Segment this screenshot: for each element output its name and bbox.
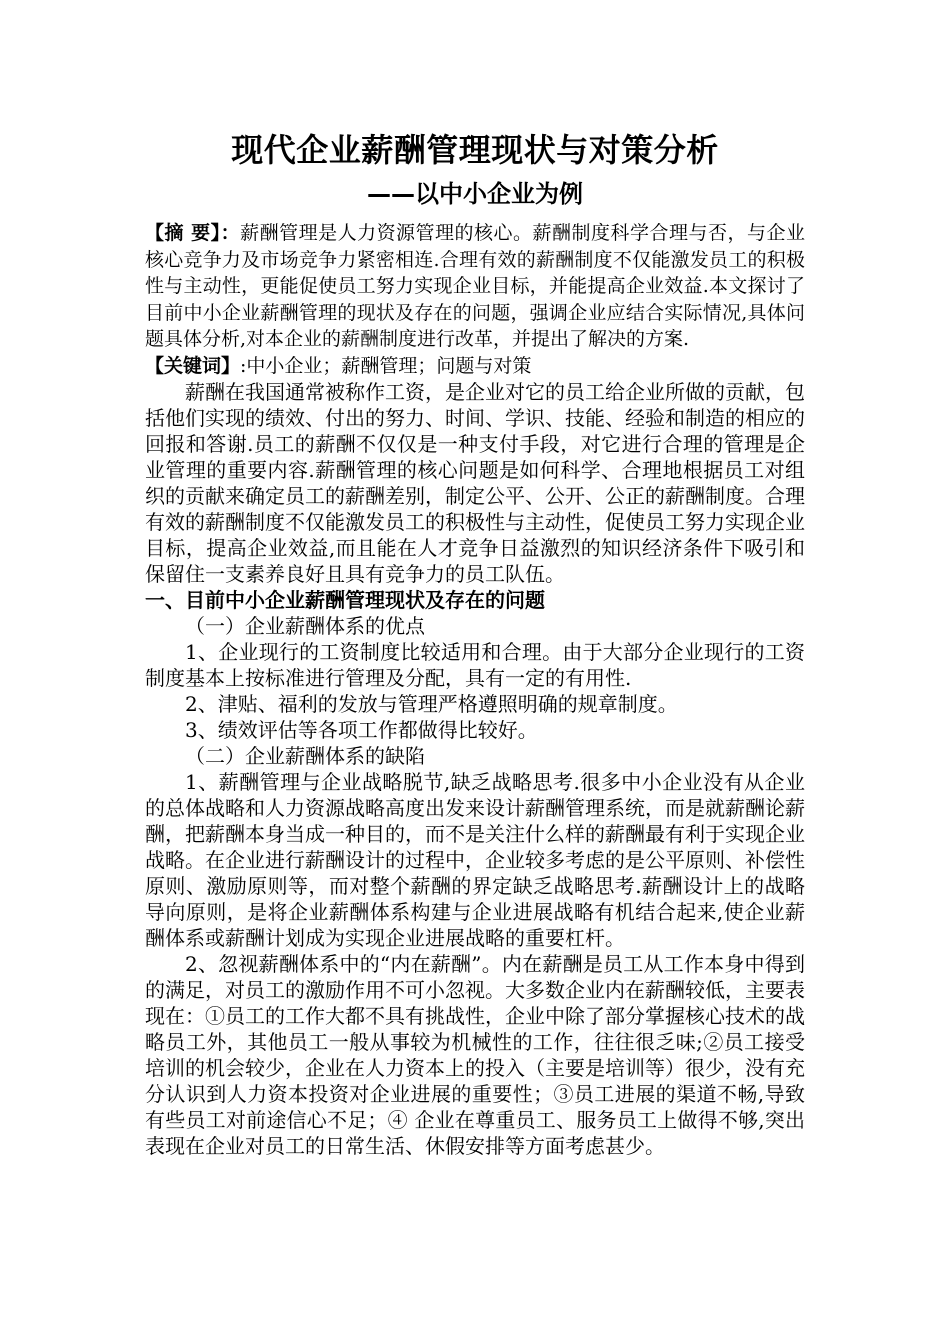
- subsection-1-heading: （一）企业薪酬体系的优点: [185, 614, 425, 638]
- keywords-label: 【关键词】: [145, 354, 241, 377]
- keywords-paragraph: [145, 353, 805, 380]
- document-subtitle: ——以中小企业为例: [367, 180, 583, 208]
- keywords-text: :中小企业；薪酬管理；问题与对策: [240, 354, 532, 377]
- section-1-heading: 一、目前中小企业薪酬管理现状及存在的问题: [145, 588, 545, 612]
- subsection-1-paragraph-2: 2、津贴、福利的发放与管理严格遵照明确的规章制度。: [185, 692, 678, 716]
- intro-paragraph: 薪酬在我国通常被称作工资，是企业对它的员工给企业所做的贡献，包括他们实现的绩效、付出的努力、时间、学识、技能、经验和制造的相应的回报和答谢.员工的薪酬不仅仅是一种支付手段，对它进行合理的管理是企业管理的重要内容.薪酬管理的核心问题是如何科学、合理地根据员工对组织的贡献来确定员工的薪酬差别，制定公平、公开、公正的薪酬制度。合理有效的薪酬制度不仅能激发员工的积极性与主动性，促使员工努力实现企业目标，提高企业效益,而且能在人才竞争日益激烈的知识经济条件下吸引和保留住一支素养良好且具有竞争力的员工队伍。: [145, 380, 805, 586]
- abstract-paragraph: [145, 220, 805, 353]
- subsection-2-heading: （二）企业薪酬体系的缺陷: [185, 744, 425, 768]
- subsection-1-paragraph-3: 3、绩效评估等各项工作都做得比较好。: [185, 718, 538, 742]
- document-title: 现代企业薪酬管理现状与对策分析: [231, 131, 719, 169]
- document-page: [145, 126, 805, 1159]
- abstract-label: 【摘 要】：: [145, 222, 241, 244]
- abstract-text: 薪酬管理是人力资源管理的核心。薪酬制度科学合理与否，与企业核心竞争力及市场竞争力紧密相连.合理有效的薪酬制度不仅能激发员工的积极性与主动性，更能促使员工努力实现企业目标，并能提高企业效益.本文探讨了目前中小企业薪酬管理的现状及存在的问题，强调企业应结合实际情况,具体问题具体分析,对本企业的薪酬制度进行改革，并提出了解决的方案.: [145, 222, 805, 350]
- subsection-1-paragraph-1: 1、企业现行的工资制度比较适用和合理。由于大部分企业现行的工资制度基本上按标准进行管理及分配，具有一定的有用性.: [145, 640, 805, 690]
- subsection-2-paragraph-1: 1、薪酬管理与企业战略脱节,缺乏战略思考.很多中小企业没有从企业的总体战略和人力资源战略高度出发来设计薪酬管理系统，而是就薪酬论薪酬，把薪酬本身当成一种目的，而不是关注什么样的薪酬最有利于实现企业战略。在企业进行薪酬设计的过程中，企业较多考虑的是公平原则、补偿性原则、激励原则等，而对整个薪酬的界定缺乏战略思考.薪酬设计上的战略导向原则，是将企业薪酬体系构建与企业进展战略有机结合起来,使企业薪酬体系或薪酬计划成为实现企业进展战略的重要杠杆。: [145, 770, 805, 950]
- subsection-2-paragraph-2: 2、忽视薪酬体系中的“内在薪酬”。内在薪酬是员工从工作本身中得到的满足，对员工的激励作用不可小忽视。大多数企业内在薪酬较低，主要表现在：①员工的工作大都不具有挑战性，企业中除了部分掌握核心技术的战略员工外，其他员工一般从事较为机械性的工作，往往很乏味;②员工接受培训的机会较少，企业在人力资本上的投入（主要是培训等）很少，没有充分认识到人力资本投资对企业进展的重要性；③员工进展的渠道不畅,导致有些员工对前途信心不足；④ 企业在尊重员工、服务员工上做得不够,突出表现在企业对员工的日常生活、休假安排等方面考虑甚少。: [145, 952, 805, 1158]
